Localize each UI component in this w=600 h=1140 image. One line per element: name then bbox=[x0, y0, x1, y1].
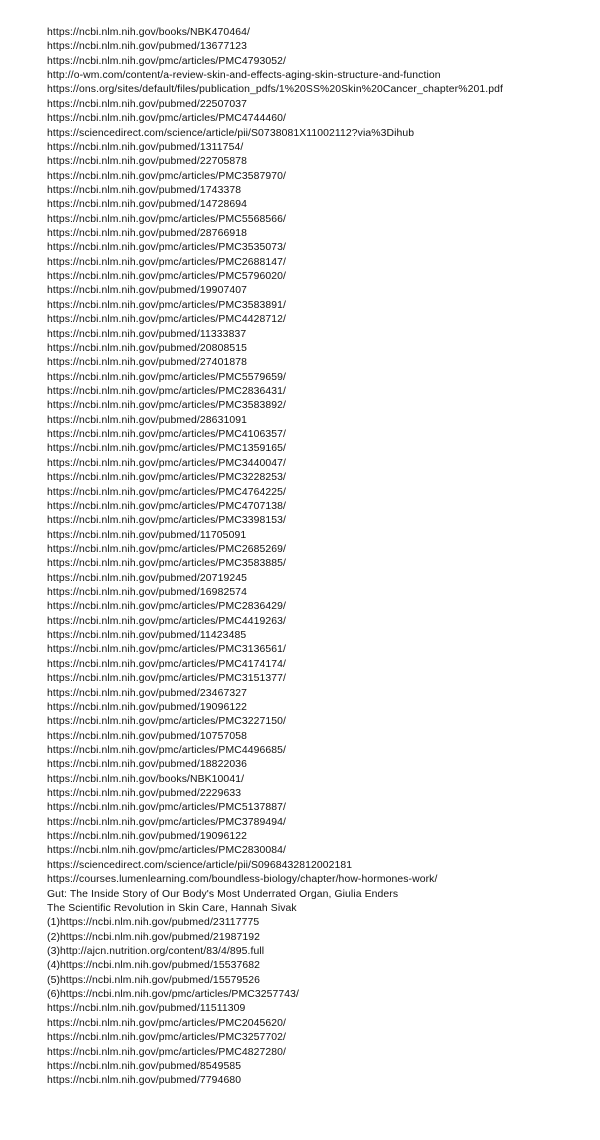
reference-line: (3)http://ajcn.nutrition.org/content/83/4/895.full bbox=[47, 946, 265, 957]
reference-line: https://ncbi.nlm.nih.gov/pmc/articles/PMC3227150/ bbox=[47, 716, 286, 728]
reference-line: https://ncbi.nlm.nih.gov/pubmed/11333837 bbox=[47, 328, 247, 340]
reference-line: https://ncbi.nlm.nih.gov/books/NBK470464/ bbox=[47, 27, 250, 38]
reference-line: https://ncbi.nlm.nih.gov/pubmed/20719245 bbox=[47, 572, 247, 584]
reference-line: https://ncbi.nlm.nih.gov/pubmed/28766918 bbox=[47, 228, 247, 240]
reference-line: https://ncbi.nlm.nih.gov/pubmed/11423485 bbox=[47, 630, 247, 642]
reference-line: https://ncbi.nlm.nih.gov/pubmed/22507037 bbox=[47, 98, 247, 110]
reference-line: https://ncbi.nlm.nih.gov/pmc/articles/PMC4744460/ bbox=[47, 113, 286, 125]
reference-line: https://ncbi.nlm.nih.gov/pubmed/2229633 bbox=[47, 788, 242, 800]
reference-line: https://ncbi.nlm.nih.gov/pubmed/23467327 bbox=[47, 687, 247, 699]
reference-line: https://courses.lumenlearning.com/boundless-biology/chapter/how-hormones-work/ bbox=[47, 874, 438, 886]
reference-line: https://ncbi.nlm.nih.gov/pubmed/7794680 bbox=[47, 1075, 242, 1087]
reference-line: https://ncbi.nlm.nih.gov/pubmed/27401878 bbox=[47, 357, 247, 369]
reference-line: https://ncbi.nlm.nih.gov/pmc/articles/PMC3583885/ bbox=[47, 558, 286, 570]
reference-line: https://ncbi.nlm.nih.gov/pmc/articles/PMC4106357/ bbox=[47, 429, 286, 441]
reference-line: https://ncbi.nlm.nih.gov/pmc/articles/PMC4419263/ bbox=[47, 615, 286, 627]
reference-line: The Scientific Revolution in Skin Care, Hannah Sivak bbox=[47, 902, 297, 914]
reference-line: https://ncbi.nlm.nih.gov/pubmed/19096122 bbox=[47, 831, 247, 843]
reference-line: (5)https://ncbi.nlm.nih.gov/pubmed/15579526 bbox=[47, 974, 260, 986]
reference-line: (6)https://ncbi.nlm.nih.gov/pmc/articles/PMC3257743/ bbox=[47, 989, 300, 1001]
reference-line: https://ncbi.nlm.nih.gov/pubmed/13677123 bbox=[47, 41, 247, 53]
reference-line: https://ncbi.nlm.nih.gov/pmc/articles/PMC3440047/ bbox=[47, 457, 286, 469]
reference-line: https://ons.org/sites/default/files/publication_pdfs/1%20SS%20Skin%20Cancer_chapter%201.pdf bbox=[47, 84, 503, 96]
reference-line: https://ncbi.nlm.nih.gov/books/NBK10041/ bbox=[47, 773, 245, 785]
reference-line: https://ncbi.nlm.nih.gov/pubmed/10757058 bbox=[47, 730, 247, 742]
reference-line: https://ncbi.nlm.nih.gov/pmc/articles/PMC3535073/ bbox=[47, 242, 286, 254]
reference-line: https://ncbi.nlm.nih.gov/pmc/articles/PMC2688147/ bbox=[47, 256, 286, 268]
reference-line: https://ncbi.nlm.nih.gov/pmc/articles/PMC3587970/ bbox=[47, 170, 286, 182]
reference-line: http://o-wm.com/content/a-review-skin-and-effects-aging-skin-structure-and-function bbox=[47, 70, 441, 82]
reference-line: https://ncbi.nlm.nih.gov/pmc/articles/PMC5137887/ bbox=[47, 802, 286, 814]
reference-line: https://ncbi.nlm.nih.gov/pmc/articles/PMC2045620/ bbox=[47, 1017, 286, 1029]
reference-line: https://ncbi.nlm.nih.gov/pmc/articles/PMC3583891/ bbox=[47, 299, 286, 311]
reference-line: https://ncbi.nlm.nih.gov/pmc/articles/PMC4428712/ bbox=[47, 314, 286, 326]
reference-line: https://ncbi.nlm.nih.gov/pmc/articles/PMC4174174/ bbox=[47, 658, 286, 670]
reference-line: https://ncbi.nlm.nih.gov/pubmed/8549585 bbox=[47, 1060, 242, 1072]
reference-line: https://ncbi.nlm.nih.gov/pubmed/11511309 bbox=[47, 1003, 246, 1015]
reference-line: https://ncbi.nlm.nih.gov/pmc/articles/PMC3136561/ bbox=[47, 644, 286, 656]
reference-line: https://ncbi.nlm.nih.gov/pmc/articles/PMC3789494/ bbox=[47, 816, 286, 828]
reference-line: https://ncbi.nlm.nih.gov/pmc/articles/PMC2836429/ bbox=[47, 601, 286, 613]
reference-line: https://ncbi.nlm.nih.gov/pmc/articles/PMC2685269/ bbox=[47, 543, 286, 555]
reference-line: https://ncbi.nlm.nih.gov/pubmed/22705878 bbox=[47, 156, 247, 168]
reference-line: https://ncbi.nlm.nih.gov/pmc/articles/PMC5568566/ bbox=[47, 213, 286, 225]
reference-line: https://ncbi.nlm.nih.gov/pmc/articles/PMC4707138/ bbox=[47, 500, 286, 512]
reference-line: https://ncbi.nlm.nih.gov/pmc/articles/PMC3257702/ bbox=[47, 1032, 286, 1044]
reference-line: https://ncbi.nlm.nih.gov/pmc/articles/PMC4827280/ bbox=[47, 1046, 286, 1058]
reference-line: https://ncbi.nlm.nih.gov/pmc/articles/PMC5796020/ bbox=[47, 271, 286, 283]
reference-line: https://ncbi.nlm.nih.gov/pmc/articles/PMC2830084/ bbox=[47, 845, 286, 857]
reference-line: (1)https://ncbi.nlm.nih.gov/pubmed/23117775 bbox=[47, 917, 260, 929]
reference-line: https://ncbi.nlm.nih.gov/pubmed/20808515 bbox=[47, 342, 247, 354]
reference-line: https://ncbi.nlm.nih.gov/pubmed/16982574 bbox=[47, 587, 247, 599]
reference-line: (2)https://ncbi.nlm.nih.gov/pubmed/21987192 bbox=[47, 931, 260, 943]
reference-line: https://ncbi.nlm.nih.gov/pmc/articles/PMC4764225/ bbox=[47, 486, 286, 498]
reference-line: https://ncbi.nlm.nih.gov/pmc/articles/PMC1359165/ bbox=[47, 443, 286, 455]
reference-line: Gut: The Inside Story of Our Body's Most Underrated Organ, Giulia Enders bbox=[47, 888, 399, 900]
reference-line: https://ncbi.nlm.nih.gov/pubmed/1743378 bbox=[47, 184, 242, 196]
reference-line: https://ncbi.nlm.nih.gov/pubmed/19907407 bbox=[47, 285, 247, 297]
reference-line: https://ncbi.nlm.nih.gov/pmc/articles/PMC3228253/ bbox=[47, 472, 286, 484]
reference-line: https://sciencedirect.com/science/article/pii/S0968432812002181 bbox=[47, 859, 353, 871]
reference-line: https://ncbi.nlm.nih.gov/pmc/articles/PMC4793052/ bbox=[47, 55, 286, 67]
reference-line: https://ncbi.nlm.nih.gov/pubmed/19096122 bbox=[47, 701, 247, 713]
reference-line: https://ncbi.nlm.nih.gov/pubmed/11705091 bbox=[47, 529, 247, 541]
reference-list bbox=[47, 26, 560, 1089]
reference-line: https://ncbi.nlm.nih.gov/pubmed/28631091 bbox=[47, 414, 247, 426]
reference-line: https://ncbi.nlm.nih.gov/pmc/articles/PMC5579659/ bbox=[47, 371, 286, 383]
reference-line: https://ncbi.nlm.nih.gov/pmc/articles/PMC4496685/ bbox=[47, 744, 286, 756]
reference-line: https://ncbi.nlm.nih.gov/pubmed/1311754/ bbox=[47, 141, 244, 153]
reference-line: https://ncbi.nlm.nih.gov/pmc/articles/PMC3151377/ bbox=[47, 673, 286, 685]
reference-line: https://sciencedirect.com/science/article/pii/S0738081X11002112?via%3Dihub bbox=[47, 127, 415, 139]
reference-line: https://ncbi.nlm.nih.gov/pmc/articles/PMC3398153/ bbox=[47, 515, 286, 527]
reference-line: https://ncbi.nlm.nih.gov/pmc/articles/PMC2836431/ bbox=[47, 385, 286, 397]
reference-line: https://ncbi.nlm.nih.gov/pubmed/18822036 bbox=[47, 759, 247, 771]
reference-line: https://ncbi.nlm.nih.gov/pubmed/14728694 bbox=[47, 199, 247, 211]
reference-line: https://ncbi.nlm.nih.gov/pmc/articles/PMC3583892/ bbox=[47, 400, 286, 412]
reference-line: (4)https://ncbi.nlm.nih.gov/pubmed/15537682 bbox=[47, 960, 260, 972]
